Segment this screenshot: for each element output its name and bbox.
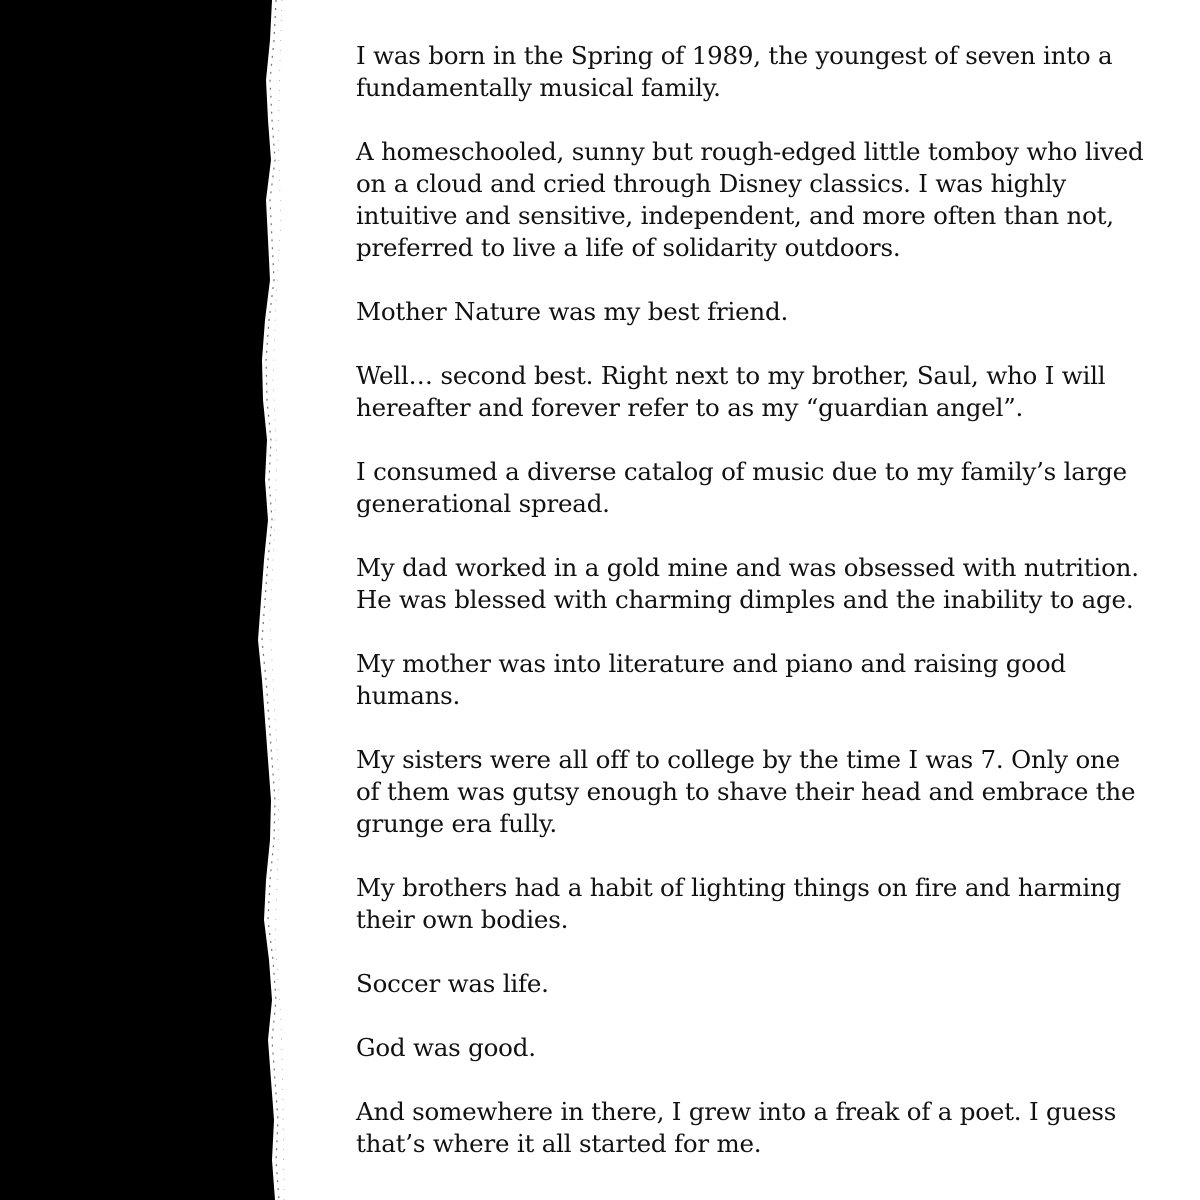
- paragraph-mother: My mother was into literature and piano and raising good humans.: [356, 649, 1066, 710]
- torn-black-edge: [0, 0, 300, 1200]
- paragraph-brothers: My brothers had a habit of lighting things on fire and harming their own bodies.: [356, 873, 1122, 934]
- paragraph-music-catalog: I consumed a diverse catalog of music due to my family’s large generational spread.: [356, 457, 1127, 518]
- paragraph-brother-saul: Well… second best. Right next to my brother, Saul, who I will hereafter and forever refer to as my “guardian angel”.: [356, 361, 1106, 422]
- story-text: [356, 40, 1146, 1192]
- paragraph-birth: I was born in the Spring of 1989, the youngest of seven into a fundamentally musical family.: [356, 41, 1113, 102]
- paragraph-dad: My dad worked in a gold mine and was obsessed with nutrition. He was blessed with charming dimples and the inability to age.: [356, 553, 1139, 614]
- paragraph-sisters: My sisters were all off to college by the time I was 7. Only one of them was gutsy enough to shave their head and embrace the grunge era fully.: [356, 745, 1136, 838]
- paragraph-poet: And somewhere in there, I grew into a freak of a poet. I guess that’s where it all started for me.: [356, 1097, 1117, 1158]
- paragraph-soccer: Soccer was life.: [356, 969, 549, 998]
- paragraph-god: God was good.: [356, 1033, 536, 1062]
- paragraph-mother-nature: Mother Nature was my best friend.: [356, 297, 789, 326]
- paragraph-childhood: A homeschooled, sunny but rough-edged little tomboy who lived on a cloud and cried through Disney classics. I was highly intuitive and sensitive, independent, and more often than not, preferred to live a life of solidarity outdoors.: [356, 137, 1144, 262]
